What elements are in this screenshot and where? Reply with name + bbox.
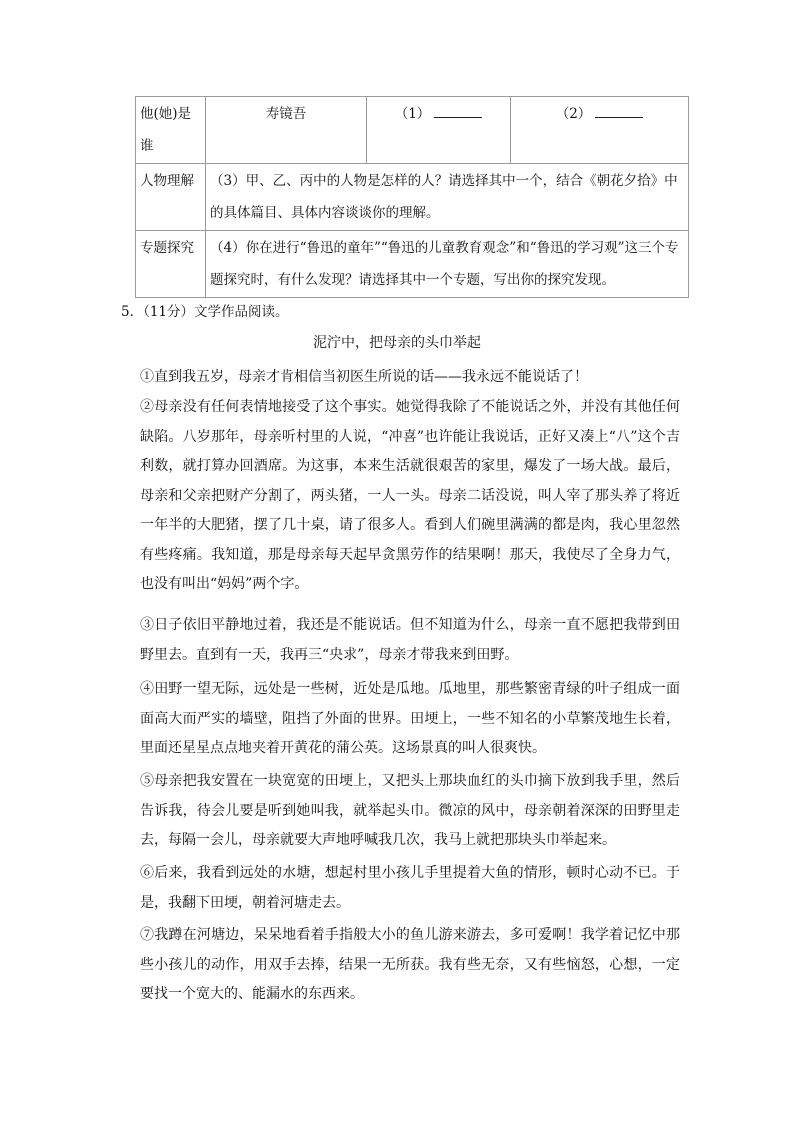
table-row-identity	[136, 97, 689, 164]
cell-name: 寿镜吾	[206, 97, 367, 164]
reading-table	[135, 96, 689, 298]
paragraph-2: ②母亲没有任何表情地接受了这个事实。她觉得我除了不能说话之外，并没有其他任何缺陷。八岁那年，母亲听村里的人说，“冲喜”也许能让我说话，正好又凑上“八”这个吉利数，就打算办回酒席。为这事，本来生活就很艰苦的家里，爆发了一场大战。最后，母亲和父亲把财产分割了，两头猪，一人一头。母亲二话没说，叫人宰了那头养了将近一年半的大肥猪，摆了几十桌，请了很多人。看到人们碗里满满的都是肉，我心里忽然有些疼痛。我知道，那是母亲每天起早贪黑劳作的结果啊！那天，我使尽了全身力气，也没有叫出“妈妈”两个字。	[140, 399, 680, 592]
blank-2-line	[595, 103, 643, 118]
cell-character-question: （3）甲、乙、丙中的人物是怎样的人？请选择其中一个，结合《朝花夕拾》中的具体篇目、具体内容谈谈你的理解。	[206, 164, 689, 231]
paragraph-7: ⑦我蹲在河塘边，呆呆地看着手指般大小的鱼儿游来游去，多可爱啊！我学着记忆中那些小孩儿的动作，用双手去捧，结果一无所获。我有些无奈，又有些恼怒，心想，一定要找一个宽大的、能漏水的东西来。	[140, 927, 680, 1002]
blank-1-line	[434, 103, 482, 118]
article-title: 泥泞中，把母亲的头巾举起	[313, 335, 481, 351]
blank-2-label: （2）	[555, 106, 592, 122]
row-label-character: 人物理解	[136, 164, 206, 231]
table-row-topic	[136, 231, 689, 298]
row-label-identity: 他(她)是谁	[136, 97, 206, 164]
paragraph-5: ⑤母亲把我安置在一块宽宽的田埂上，又把头上那块血红的头巾摘下放到我手里，然后告诉我，待会儿要是听到她叫我，就举起头巾。微凉的风中，母亲朝着深深的田野里走去，每隔一会儿，母亲就要大声地呼喊我几次，我马上就把那块头巾举起来。	[140, 773, 680, 848]
paragraph-1: ①直到我五岁，母亲才肯相信当初医生所说的话——我永远不能说话了！	[140, 369, 588, 385]
paragraph-4: ④田野一望无际，远处是一些树，近处是瓜地。瓜地里，那些繁密青绿的叶子组成一面面高大而严实的墙壁，阻挡了外面的世界。田埂上，一些不知名的小草繁茂地生长着，里面还星星点点地夹着开黄花的蒲公英。这场景真的叫人很爽快。	[140, 681, 680, 756]
paragraph-3: ③日子依旧平静地过着，我还是不能说话。但不知道为什么，母亲一直不愿把我带到田野里去。直到有一天，我再三“央求”，母亲才带我来到田野。	[140, 617, 680, 663]
cell-blank-1	[367, 97, 511, 164]
cell-topic-question: （4）你在进行“鲁迅的童年”“鲁迅的儿童教育观念”和“鲁迅的学习观”这三个专题探究时，有什么发现？请选择其中一个专题，写出你的探究发现。	[206, 231, 689, 298]
table-row-character	[136, 164, 689, 231]
blank-1-label: （1）	[394, 106, 431, 122]
question-header: 5．（11分）文学作品阅读。	[121, 304, 289, 320]
row-label-topic: 专题探究	[136, 231, 206, 298]
paragraph-6: ⑥后来，我看到远处的水塘，想起村里小孩儿手里提着大鱼的情形，顿时心动不已。于是，我翻下田埂，朝着河塘走去。	[140, 865, 680, 911]
cell-blank-2	[511, 97, 689, 164]
